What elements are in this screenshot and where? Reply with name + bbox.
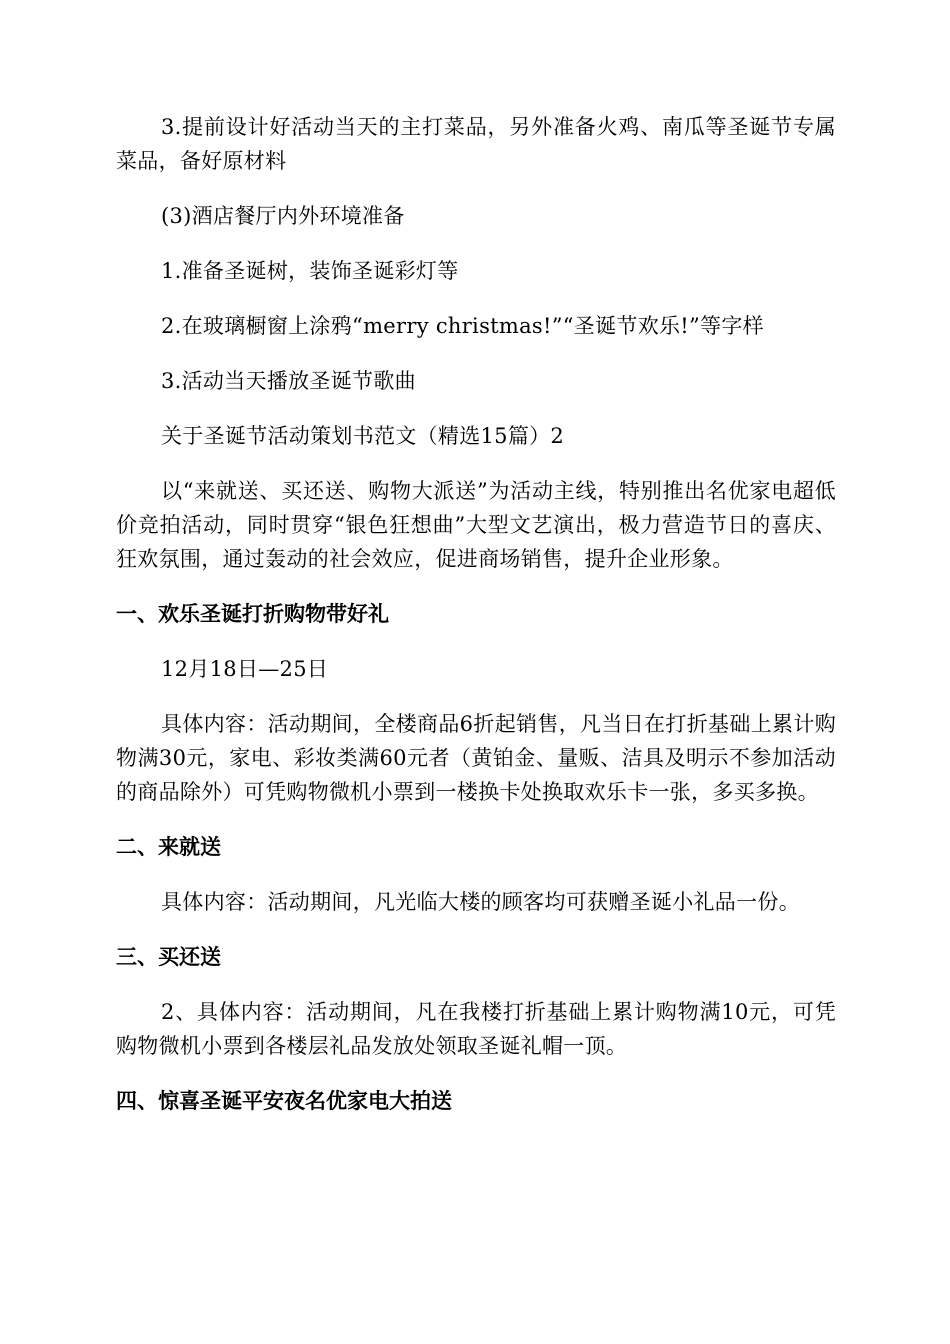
paragraph-christmas-songs: 3.活动当天播放圣诞节歌曲 xyxy=(161,369,416,393)
paragraph-christmas-hat: 2、具体内容：活动期间，凡在我楼打折基础上累计购物满10元，可凭购物微机小票到各楼层礼品发放处领取圣诞礼帽一顶。 xyxy=(116,1000,836,1058)
heading-appliance-auction: 四、惊喜圣诞平安夜名优家电大拍送 xyxy=(116,1089,452,1113)
paragraph-discount-details: 具体内容：活动期间，全楼商品6折起销售，凡当日在打折基础上累计购物满30元，家电、彩妆类满60元者（黄铂金、量贩、洁具及明示不参加活动的商品除外）可凭购物微机小票到一楼换卡处换取欢乐卡一张，多买多换。 xyxy=(116,712,836,804)
heading-come-and-get: 二、来就送 xyxy=(116,835,221,859)
heading-discount-shopping: 一、欢乐圣诞打折购物带好礼 xyxy=(116,602,389,626)
paragraph-christmas-tree: 1.准备圣诞树，装饰圣诞彩灯等 xyxy=(161,259,459,283)
paragraph-activity-theme: 以“来就送、买还送、购物大派送”为活动主线，特别推出名优家电超低价竞拍活动，同时贯穿“银色狂想曲”大型文艺演出，极力营造节日的喜庆、狂欢氛围，通过轰动的社会效应，促进商场销售，提升企业形象。 xyxy=(116,479,836,571)
paragraph-date-range: 12月18日—25日 xyxy=(161,657,329,681)
paragraph-free-gift: 具体内容：活动期间，凡光临大楼的顾客均可获赠圣诞小礼品一份。 xyxy=(161,890,800,914)
paragraph-window-graffiti: 2.在玻璃橱窗上涂鸦“merry christmas!”“圣诞节欢乐!”等字样 xyxy=(161,314,764,338)
section-title: 关于圣诞节活动策划书范文（精选15篇）2 xyxy=(161,424,565,448)
paragraph-environment-heading: (3)酒店餐厅内外环境准备 xyxy=(161,204,405,228)
paragraph-menu-prep: 3.提前设计好活动当天的主打菜品，另外准备火鸡、南瓜等圣诞节专属菜品，备好原材料 xyxy=(116,115,836,173)
document-body xyxy=(116,110,836,1139)
heading-buy-and-get: 三、买还送 xyxy=(116,945,221,969)
